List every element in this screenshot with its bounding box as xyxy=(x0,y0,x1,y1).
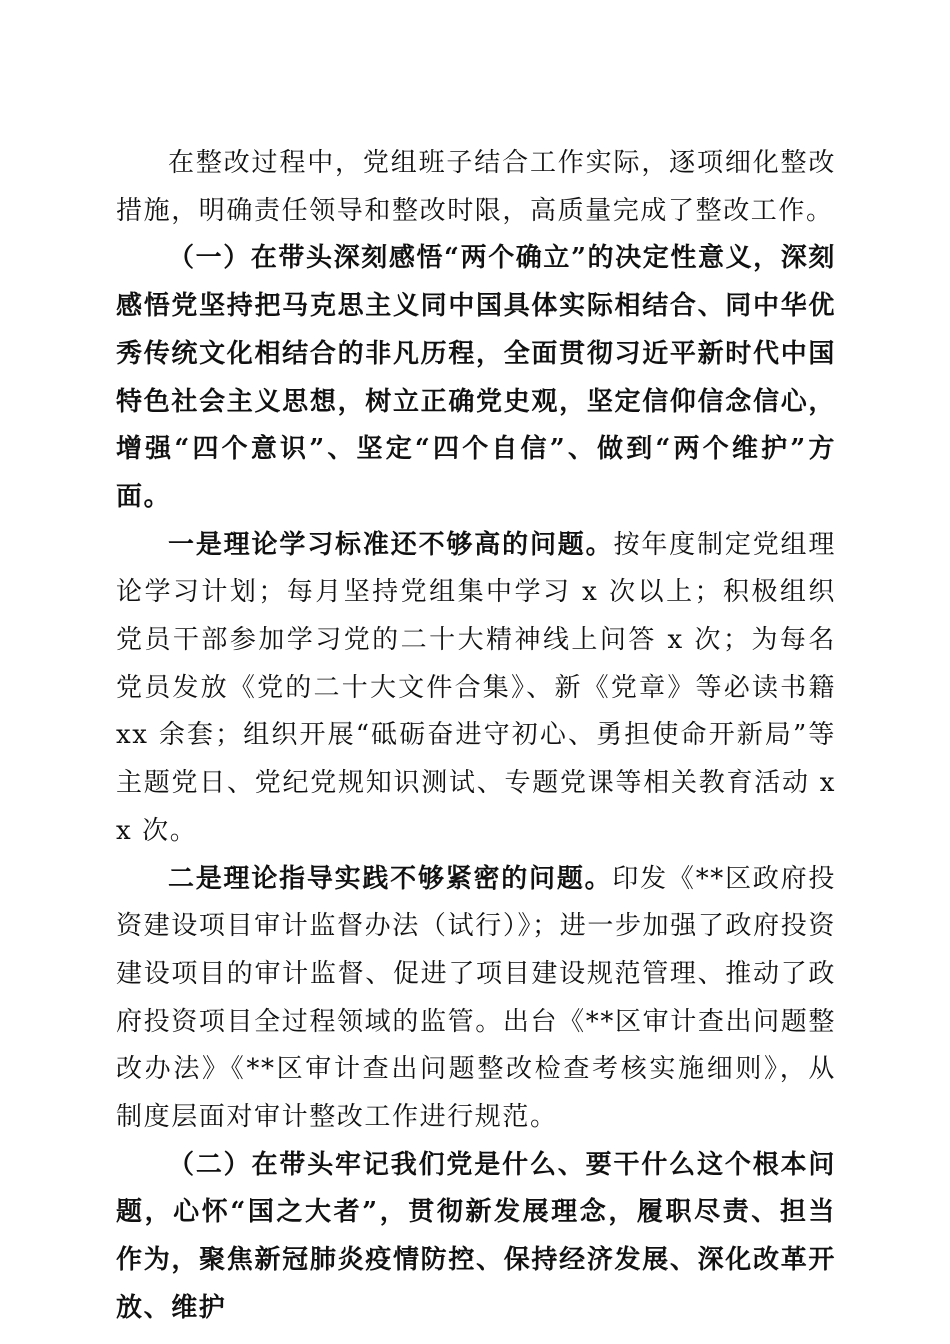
item-body-2: 印发《**区政府投资建设项目审计监督办法（试行）》；进一步加强了政府投资建设项目的审计监督、促进了项目建设规范管理、推动了政府投资项目全过程领域的监管。出台《**区审计查出问题整改办法》《**区审计查出问题整改检查考核实施细则》，从制度层面对审计整改工作进行规范。 xyxy=(116,863,836,1133)
item-body-1: 按年度制定党组理论学习计划；每月坚持党组集中学习 x 次以上；积极组织党员干部参加学习党的二十大精神线上问答 x 次；为每名党员发放《党的二十大文件合集》、新《党章》等必读书籍 xx 余套；组织开展“砥砺奋进守初心、勇担使命开新局”等主题党日、党纪党规知识测试、专题党课等相关教育活动 xx 次。 xyxy=(116,529,836,846)
item-lead-1: 一是理论学习标准还不够高的问题。 xyxy=(168,529,614,560)
section-heading-1: （一）在带头深刻感悟“两个确立”的决定性意义，深刻感悟党坚持把马克思主义同中国具体实际相结合、同中华优秀传统文化相结合的非凡历程，全面贯彻习近平新时代中国特色社会主义思想，树立正确党史观，坚定信仰信念信心，增强“四个意识”、坚定“四个自信”、做到“两个维护”方面。 xyxy=(116,243,836,512)
item-paragraph-2 xyxy=(116,856,836,1142)
section-heading-2: （二）在带头牢记我们党是什么、要干什么这个根本问题，心怀“国之大者”，贯彻新发展理念，履职尽责、担当作为，聚焦新冠肺炎疫情防控、保持经济发展、深化改革开放、维护 xyxy=(116,1149,836,1323)
intro-paragraph: 在整改过程中，党组班子结合工作实际，逐项细化整改措施，明确责任领导和整改时限，高质量完成了整改工作。 xyxy=(116,148,836,226)
item-paragraph-1 xyxy=(116,522,836,856)
item-lead-2: 二是理论指导实践不够紧密的问题。 xyxy=(168,863,613,894)
document-body xyxy=(116,140,836,1333)
